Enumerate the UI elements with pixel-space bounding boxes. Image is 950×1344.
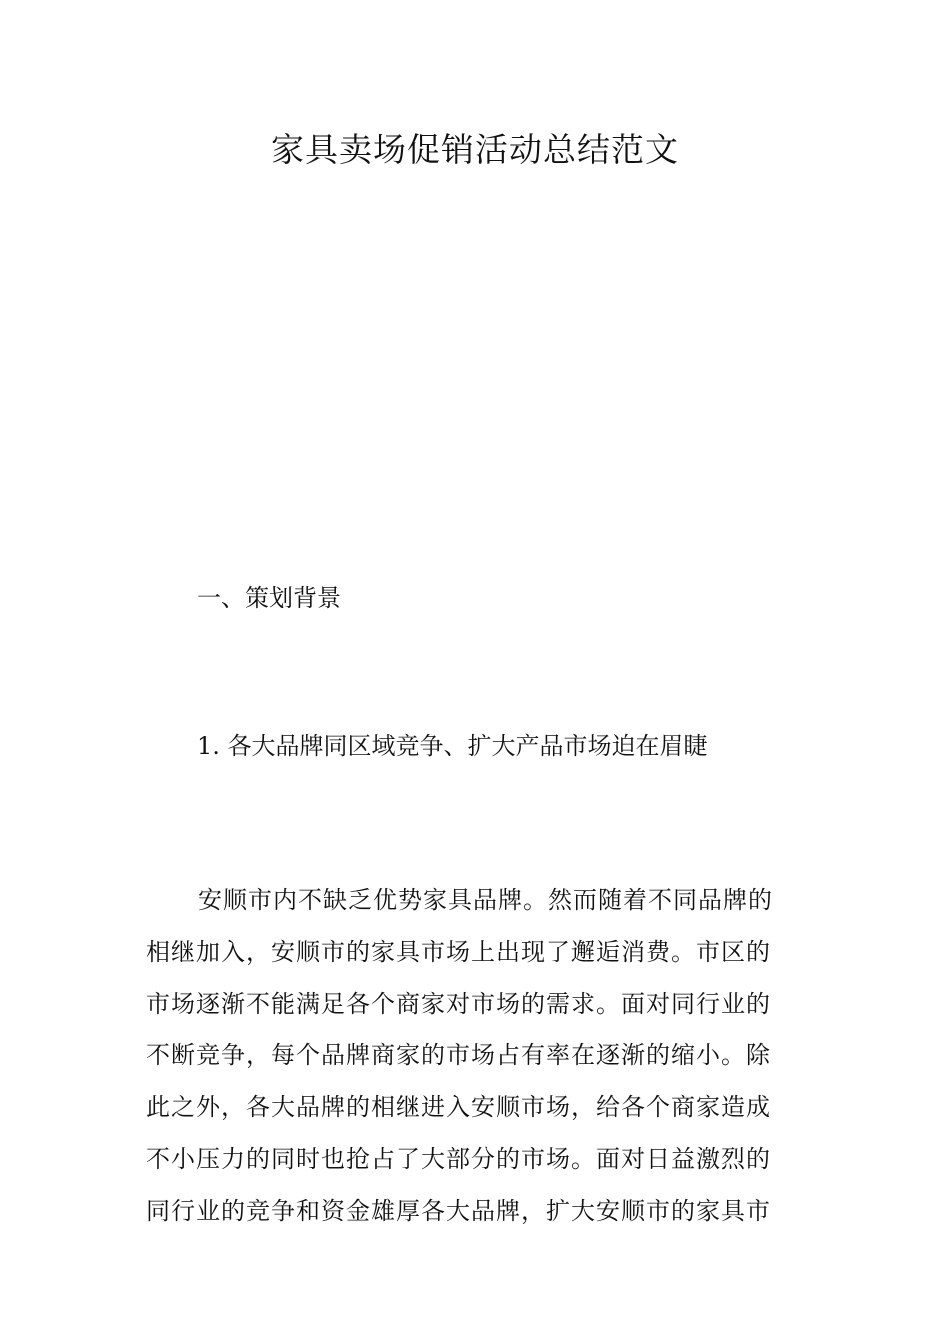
document-title: 家具卖场促销活动总结范文 <box>271 130 679 169</box>
paragraph-line: 市场逐渐不能满足各个商家对市场的需求。面对同行业的 <box>146 989 771 1018</box>
body-paragraph <box>146 875 806 1238</box>
section-heading: 一、策划背景 <box>197 584 341 612</box>
paragraph-line: 不断竞争，每个品牌商家的市场占有率在逐渐的缩小。除 <box>146 1041 771 1070</box>
sub-heading: 1. 各大品牌同区域竞争、扩大产品市场迫在眉睫 <box>197 732 708 760</box>
paragraph-line: 相继加入，安顺市的家具市场上出现了邂逅消费。市区的 <box>146 937 771 966</box>
paragraph-line: 不小压力的同时也抢占了大部分的市场。面对日益激烈的 <box>146 1144 771 1173</box>
paragraph-line: 安顺市内不缺乏优势家具品牌。然而随着不同品牌的 <box>198 886 773 914</box>
paragraph-line: 此之外，各大品牌的相继进入安顺市场，给各个商家造成 <box>146 1093 771 1122</box>
paragraph-line: 同行业的竞争和资金雄厚各大品牌，扩大安顺市的家具市 <box>146 1196 771 1225</box>
